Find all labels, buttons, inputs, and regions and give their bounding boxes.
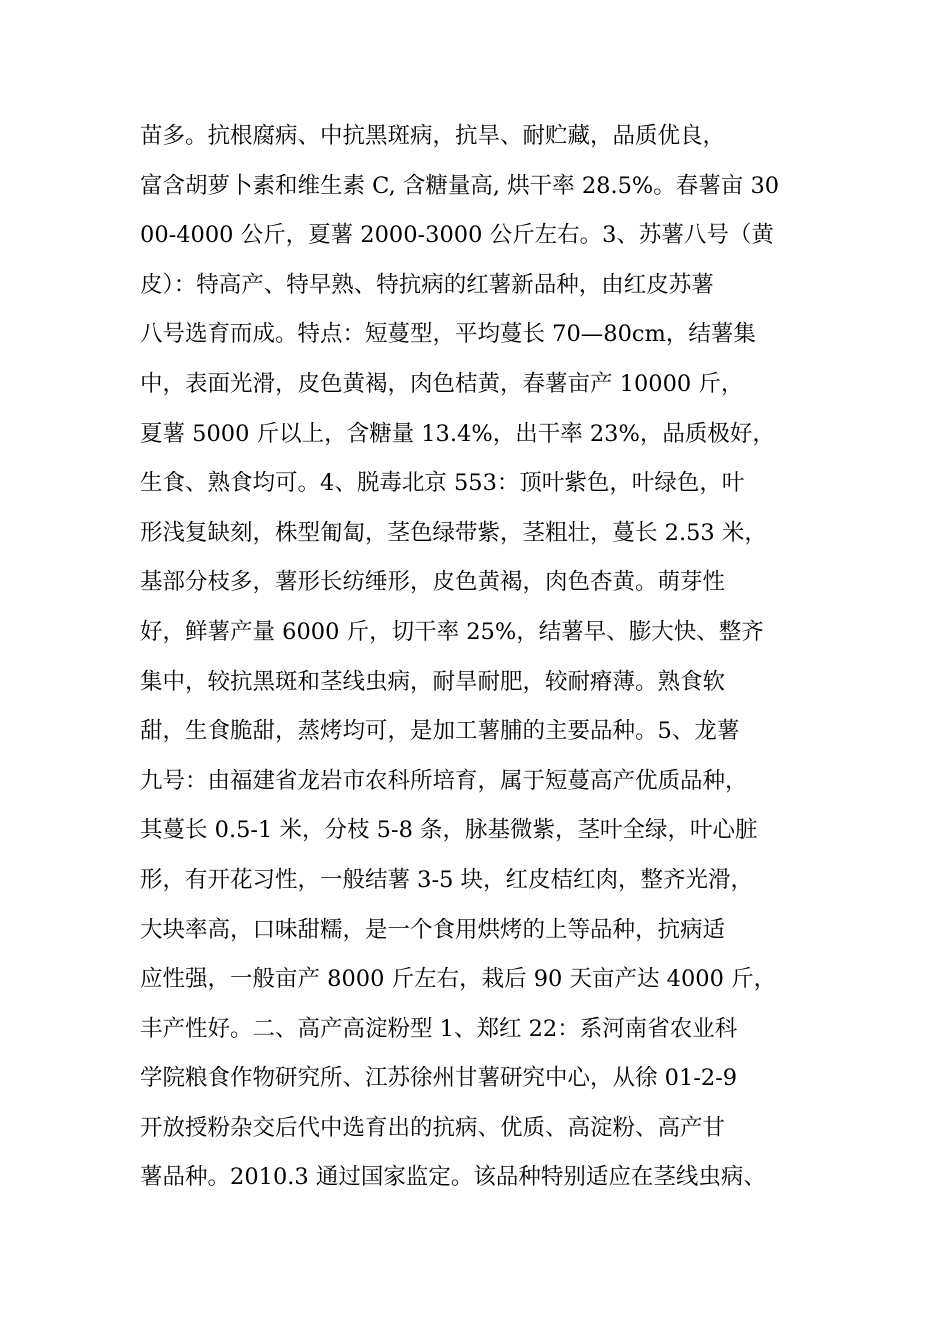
body-text bbox=[140, 112, 830, 1203]
text-line: 学院粮食作物研究所、江苏徐州甘薯研究中心，从徐 01-2-9 bbox=[140, 1065, 738, 1092]
text-line: 丰产性好。二、高产高淀粉型 1、郑红 22：系河南省农业科 bbox=[140, 1015, 738, 1042]
text-line: 形，有开花习性，一般结薯 3-5 块，红皮桔红肉，整齐光滑， bbox=[140, 866, 754, 893]
text-line: 夏薯 5000 斤以上，含糖量 13.4%，出干率 23%，品质极好， bbox=[140, 420, 775, 447]
text-line: 大块率高，口味甜糯，是一个食用烘烤的上等品种，抗病适 bbox=[140, 916, 726, 943]
text-line: 甜，生食脆甜，蒸烤均可，是加工薯脯的主要品种。5、龙薯 bbox=[140, 718, 740, 745]
text-line: 九号：由福建省龙岩市农科所培育，属于短蔓高产优质品种， bbox=[140, 767, 748, 794]
text-line: 好，鲜薯产量 6000 斤，切干率 25%，结薯早、膨大快、整齐 bbox=[140, 618, 764, 645]
text-line: 其蔓长 0.5-1 米，分枝 5-8 条，脉基微紫，茎叶全绿，叶心脏 bbox=[140, 817, 758, 844]
text-line: 应性强，一般亩产 8000 斤左右，栽后 90 天亩产达 4000 斤， bbox=[140, 966, 777, 993]
text-line: 苗多。抗根腐病、中抗黑斑病，抗旱、耐贮藏，品质优良， bbox=[140, 123, 726, 149]
text-line: 00-4000 公斤，夏薯 2000-3000 公斤左右。3、苏薯八号（黄 bbox=[140, 222, 774, 249]
text-line: 形浅复缺刻，株型匍匐，茎色绿带紫，茎粗壮，蔓长 2.53 米， bbox=[140, 519, 767, 546]
text-line: 开放授粉杂交后代中选育出的抗病、优质、高淀粉、高产甘 bbox=[140, 1114, 726, 1141]
text-line: 薯品种。2010.3 通过国家监定。该品种特别适应在茎线虫病、 bbox=[140, 1164, 766, 1191]
text-line: 富含胡萝卜素和维生素 C, 含糖量高, 烘干率 28.5%。春薯亩 30 bbox=[140, 172, 780, 199]
text-line: 集中，较抗黑斑和茎线虫病，耐旱耐肥，较耐瘠薄。熟食软 bbox=[140, 668, 726, 695]
text-line: 八号选育而成。特点：短蔓型，平均蔓长 70—80cm，结薯集 bbox=[140, 321, 756, 348]
text-line: 中，表面光滑，皮色黄褐，肉色桔黄，春薯亩产 10000 斤， bbox=[140, 370, 744, 397]
text-line: 生食、熟食均可。4、脱毒北京 553：顶叶紫色，叶绿色，叶 bbox=[140, 470, 745, 497]
text-line: 基部分枝多，薯形长纺缍形，皮色黄褐，肉色杏黄。萌芽性 bbox=[140, 569, 726, 596]
text-line: 皮）：特高产、特早熟、特抗病的红薯新品种，由红皮苏薯 bbox=[140, 271, 714, 298]
